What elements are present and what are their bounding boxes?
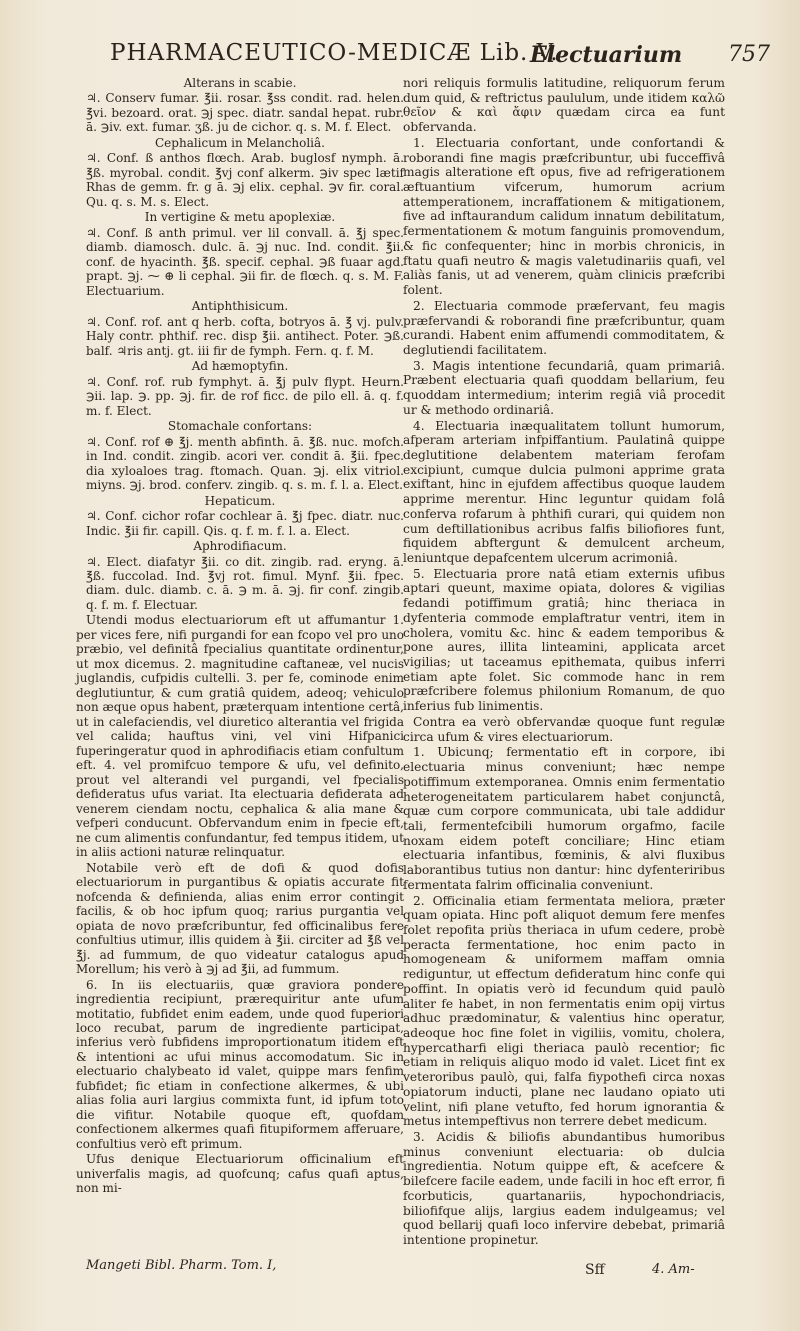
paragraph: 2. Electuaria commode præfervant, feu magis præfervandi & roborandi fine præfcribuntur, quam curandi. Habent enim affumendi commoditatem, & deglutiendi facilitatem. xyxy=(403,298,725,357)
prescription: ♃. Conf. cichor rofar cochlear ā. ℥j fpec. diatr. nuc. Indic. ℥ii fir. capill. Qis. q. f. m. f. l. a. Elect. xyxy=(86,509,404,538)
paragraph: nori reliquis formulis latitudine, reliquorum ferum dum quid, & reftrictus paululum, unde itidem καλῶ θεῖον & καὶ ἄφιν quædam circa ea funt obfervanda. xyxy=(403,76,725,135)
prescription: ♃. Conf. ß anth primul. ver lil convall. ā. ℥j spec. diamb. diamosch. dulc. ā. ℈j nuc. Ind. condit. ℥ii. conf. de hyacinth. ℥ß. specif. cephal. ℈ß fuaar agd. prapt. ℈j. ⁓ ⊕ li cephal. ℈ii fir. de flœch. q. s. M. F. Electuarium. xyxy=(86,225,404,298)
left-column xyxy=(76,76,404,1197)
running-title: PHARMACEUTICO-MEDICÆ Lib. V. xyxy=(110,40,559,66)
running-header xyxy=(110,34,770,74)
section-heading: Cephalicum in Melancholiâ. xyxy=(155,135,325,150)
footer-reference: Mangeti Bibl. Pharm. Tom. I, xyxy=(86,1258,277,1273)
paragraph: 4. Electuaria inæqualitatem tollunt humorum, afperam arteriam infpiffantium. Paulatinâ quippe deglutitione delabentem materiam ferofam excipiunt, cumque dulcia pulmoni apprime grata exiftant, hinc in ejufdem affectibus quoque laudem apprime merentur. Hinc leguntur quidam folâ conferva rofarum à phthifi curari, qui quidem non cum deftillationibus acribus falfis biliofiores funt, fiquidem abftergunt & demulcent archeum, leniuntque depafcentem ulcerum acrimoniâ. xyxy=(403,418,725,565)
section-heading: Aphrodifiacum. xyxy=(193,539,287,554)
prescription: ♃. Conf. rof. rub fymphyt. ā. ℥j pulv flypt. Heurn. ℈ii. lap. ℈. pp. ℈j. fir. de rof ficc. de pilo ell. ā. q. f. m. f. Elect. xyxy=(86,374,404,418)
page-number: 757 xyxy=(728,42,770,67)
paragraph: 1. Ubicunq; fermentatio eft in corpore, ibi electuaria minus conveniunt; hæc nempe potiffimum extemporanea. Omnis enim fermentatio heterogeneitatem particularem habet conjunctâ, quæ cum corpore communicata, ubi tale addidur tali, fermentefcibili humorum orgafmo, facile noxam eidem poteft conciliare; Hinc etiam electuaria infantibus, fœminis, & alvi fluxibus laborantibus tutius non dantur: hinc dyfenteriribus fermentata falrim officinalia conveniunt. xyxy=(403,745,725,892)
paragraph: Ufus denique Electuariorum officinalium eft univerfalis magis, ad quofcunq; cafus quafi aptus, non mi- xyxy=(76,1152,404,1196)
section-heading: Hepaticum. xyxy=(204,493,276,508)
prescription: ♃. Conf. ß anthos flœch. Arab. buglosf nymph. ā. ℥ß. myrobal. condit. ℥vj conf alkerm. ℈iv spec lætif Rhas de gemm. fr. g ā. ℈j elix. cephal. ℈v fir. coral. Qu. q. s. M. s. Elect. xyxy=(86,151,404,209)
prescription: ♃. Conf. rof. ant q herb. cofta, botryos ā. ℥ vj. pulv. Haly contr. phthif. rec. disp ℥ii. antihect. Poter. ℈ß. balf. ♃ris antj. gt. iii fir de fymph. Fern. q. f. M. xyxy=(86,314,404,358)
paragraph: Utendi modus electuariorum eft ut affumantur 1. per vices fere, nifi purgandi for ean fcopo vel pro uno præbio, vel definitâ fpecialius quantitate ordinentur, ut mox dicemus. 2. magnitudine caftaneæ, vel nucis juglandis, cufpidis cultelli. 3. per fe, cominode enim deglutiuntur, & cum gratiâ quidem, adeoq; vehiculo non æque opus habent, præterquam intentione certâ, ut in calefaciendis, vel diuretico alterantia vel frigida vel calida; hauftus vini, vel vini Hifpanici fuperingeratur quod in aphrodifiacis etiam confultum eft. 4. vel promifcuo tempore & ufu, vel definito, prout vel alterandi vel purgandi, vel fpecialis defideratus ufus variat. Ita electuaria defiderata ad venerem ciendam noctu, cephalica & alia mane & vefperi conducunt. Obfervandum enim in fpecie eft, ne cum alimentis confundantur, fed tempus itidem, ut in aliis actioni naturæ relinquatur. xyxy=(76,613,404,860)
paragraph: 1. Electuaria confortant, unde confortandi & roborandi fine magis præfcribuntur, ubi fucceffivâ magis alteratione eft opus, five ad refrigerationem æftuantium vifcerum, humorum acrium attemperationem, incraffationem & mitigationem, five ad inftaurandum calidum innatum debilitatum, fermentationem & motum fanguinis promovendum, & fic confequenter; hinc in morbis chronicis, in ftatu quafi neutro & magis valetudinariis quafi, vel aliàs fanis, ut ad venerem, quàm clinicis præfcribi folent. xyxy=(403,135,725,298)
section-heading: In vertigine & metu apoplexiæ. xyxy=(144,210,336,225)
paragraph: 2. Officinalia etiam fermentata meliora, præter quam opiata. Hinc poft aliquot demum fere menfes folet repofita priùs theriaca in ufum cedere, probè peracta fermentatione, hoc enim pacto in homogeneam & uniformem maffam omnia rediguntur, ut effectum defideratum hinc confe qui poffint. In opiatis verò id fecundum quid paulò aliter fe habet, in non fermentatis enim opij virtus adhuc prædominatur, & valentius hinc operatur, adeoque hoc fine folet in vigiliis, vomitu, cholera, hypercatharfi eligi theriaca paulò recentior; fic etiam in reliquis aliquo modo id valet. Licet fint ex veteroribus paulò, qui, falfa fiypothefi circa noxas opiatorum inducti, plane nec laudano opiato uti velint, nifi plane vetufto, fed horum ignorantia & metus intempeftivus non terrere debet medicum. xyxy=(403,893,725,1129)
catchword: 4. Am- xyxy=(652,1262,695,1277)
section-heading: Ad hæmoptyfin. xyxy=(191,359,289,374)
section-title: Electuarium xyxy=(530,42,683,68)
paragraph: Notabile verò eft de dofi & quod dofis electuariorum in purgantibus & opiatis accurate fit nofcenda & definienda, alias enim error contingit facilis, & ob hoc ipfum quoq; rarius purgantia vel opiata de novo præfcribuntur, fed officinalibus fere confultius utimur, illis quidem à ℥ii. circiter ad ℥ß vel ℥j. ad fummum, de quo videatur catalogus apud Morellum; his verò à ℈j ad ℥ii, ad fummum. xyxy=(76,860,404,977)
signature-mark: Sff xyxy=(585,1262,605,1278)
section-heading: Antiphthisicum. xyxy=(191,299,289,314)
prescription: ♃. Conserv fumar. ℥ii. rosar. ℥ss condit. rad. helen. ℥vi. bezoard. orat. ℈j spec. diatr. sandal hepat. rubr. ā. ℈iv. ext. fumar. ʒß. ju de cichor. q. s. M. f. Elect. xyxy=(86,91,404,135)
paragraph: 5. Electuaria prore natâ etiam externis ufibus aptari queunt, maxime opiata, dolores & vigilias fedandi potiffimum gratiâ; hinc theriaca in dyfenteria commode emplaftratur ventri, item in cholera, vomitu &c. hinc & eadem temporibus & pone aures, illita linteamini, applicata arcet vigilias; ut taceamus epithemata, quibus inferri etiam apte folet. Sic commode hanc in rem præfcribere folemus philonium Romanum, de quo inferius fub linimentis. xyxy=(403,566,725,714)
section-heading: Alterans in scabie. xyxy=(183,76,297,90)
paragraph: Contra ea verò obfervandæ quoque funt regulæ circa ufum & vires electuariorum. xyxy=(403,714,725,744)
paragraph: 6. In iis electuariis, quæ graviora pondere ingredientia recipiunt, prærequiritur ante ufum motitatio, fubfidet enim eadem, unde quod fuperiori loco recubat, parum de ingrediente participat, inferius verò fubfidens improportionatum itidem eft & intentioni ac ufui minus accomodatum. Sic in electuario chalybeato id valet, quippe mars fenfim fubfidet; fic etiam in confectione alkermes, & ubi alias folia auri largius commixta funt, id ipfum toto die vifitur. Notabile quoque eft, quofdam confectionem alkermes quafi fitupiformem afferuare, confultius verò eft primum. xyxy=(76,977,404,1151)
section-heading: Stomachale confortans: xyxy=(167,419,313,434)
prescription: ♃. Conf. rof ⊕ ℥j. menth abfinth. ā. ℥ß. nuc. mofch. in Ind. condit. zingib. acori ver. condit ā. ℥ii. fpec. dia xyloaloes trag. ftomach. Quan. ℈j. elix vitriol. miyns. ℈j. brod. conferv. zingib. q. s. m. f. l. a. Elect. xyxy=(86,434,404,493)
paragraph: 3. Magis intentione fecundariâ, quam primariâ. Præbent electuaria quafi quoddam bellarium, feu quoddam intermedium; interim regiâ viâ procedit ur & methodo ordinariâ. xyxy=(403,358,725,417)
right-column xyxy=(403,76,725,1249)
prescription: ♃. Elect. diafatyr ℥ii. co dit. zingib. rad. eryng. ā. ℥ß. fuccolad. Ind. ℥vj rot. fimul. Mynf. ℥ii. fpec. diam. dulc. diamb. c. ā. ℈ m. ā. ℈j. fir conf. zingib. q. f. m. f. Electuar. xyxy=(86,554,404,612)
paragraph: 3. Acidis & biliofis abundantibus humoribus minus conveniunt electuaria: ob dulcia ingredientia. Notum quippe eft, & acefcere & bilefcere facile eadem, unde facili in hoc eft error, fi fcorbuticis, quartanariis, hypochondriacis, biliofifque alijs, largius eadem indulgeamus; vel quod bellarij quafi loco infervire debebat, primariâ intentione propinetur. xyxy=(403,1130,725,1248)
